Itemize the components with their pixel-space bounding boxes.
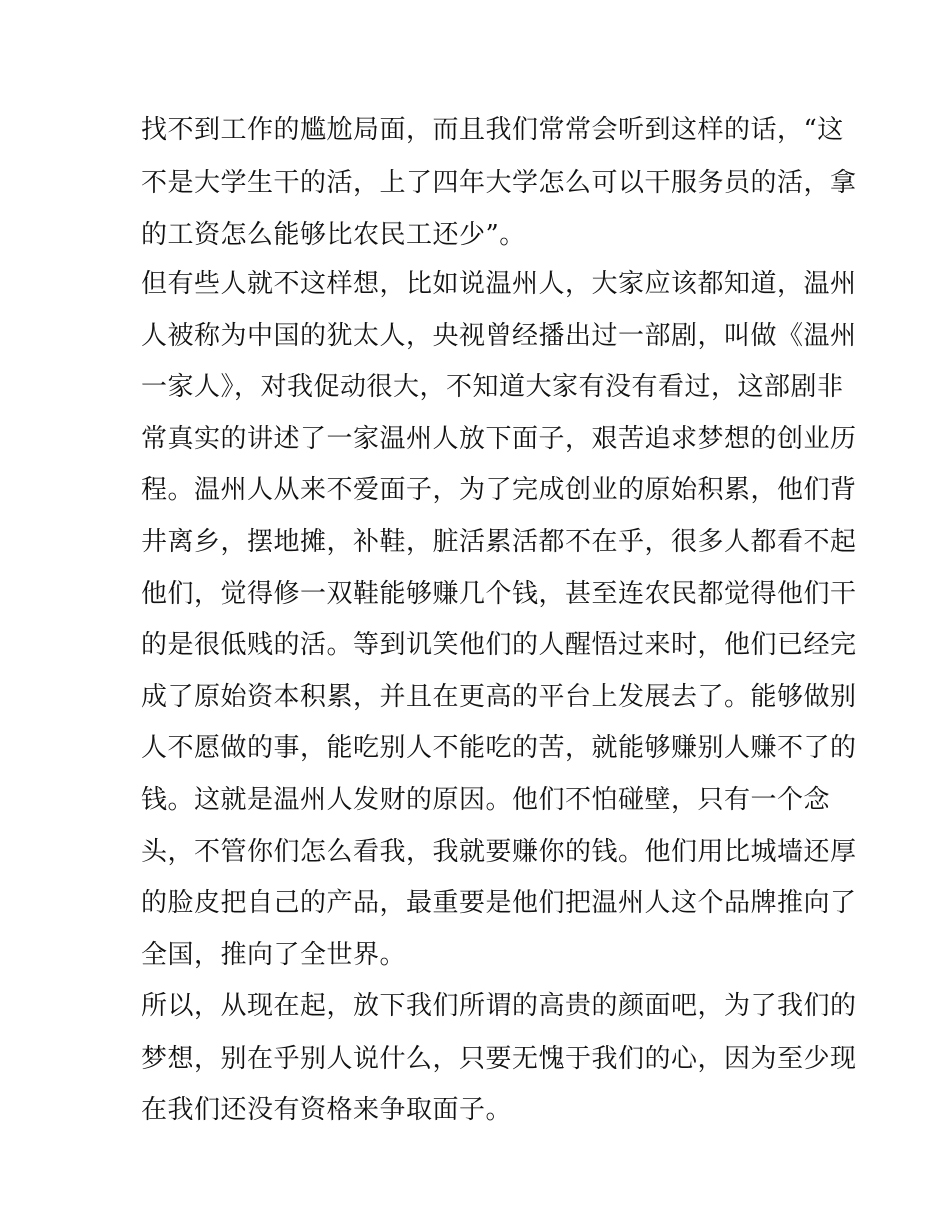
text-line: 钱。这就是温州人发财的原因。他们不怕碰壁，只有一个念 xyxy=(141,785,831,815)
text-line: 的是很低贱的活。等到讥笑他们的人醒悟过来时，他们已经完 xyxy=(141,630,857,660)
text-line: 梦想，别在乎别人说什么，只要无愧于我们的心，因为至少现 xyxy=(141,1044,857,1074)
text-line: 找不到工作的尴尬局面，而且我们常常会听到这样的话，“这 xyxy=(141,115,844,145)
text-line: 不是大学生干的活，上了四年大学怎么可以干服务员的活，拿 xyxy=(141,168,857,198)
text-line: 的工资怎么能够比农民工还少”。 xyxy=(141,220,526,250)
text-line: 在我们还没有资格来争取面子。 xyxy=(141,1095,513,1125)
text-line: 成了原始资本积累，并且在更高的平台上发展去了。能够做别 xyxy=(141,682,857,712)
text-line: 全国，推向了全世界。 xyxy=(141,940,407,970)
text-line: 常真实的讲述了一家温州人放下面子，艰苦追求梦想的创业历 xyxy=(141,424,857,454)
text-line: 井离乡，摆地摊，补鞋，脏活累活都不在乎，很多人都看不起 xyxy=(141,527,857,557)
text-line: 人不愿做的事，能吃别人不能吃的苦，就能够赚别人赚不了的 xyxy=(141,733,857,763)
text-line: 所以，从现在起，放下我们所谓的高贵的颜面吧，为了我们的 xyxy=(141,991,857,1021)
text-line: 但有些人就不这样想，比如说温州人，大家应该都知道，温州 xyxy=(141,269,857,299)
text-line: 他们，觉得修一双鞋能够赚几个钱，甚至连农民都觉得他们干 xyxy=(141,579,857,609)
text-line: 一家人》，对我促动很大，不知道大家有没有看过，这部剧非 xyxy=(141,372,844,402)
text-line: 人被称为中国的犹太人，央视曾经播出过一部剧，叫做《温州 xyxy=(141,321,857,351)
text-line: 程。温州人从来不爱面子，为了完成创业的原始积累，他们背 xyxy=(141,475,857,505)
text-line: 头，不管你们怎么看我，我就要赚你的钱。他们用比城墙还厚 xyxy=(141,837,857,867)
text-line: 的脸皮把自己的产品，最重要是他们把温州人这个品牌推向了 xyxy=(141,888,857,918)
